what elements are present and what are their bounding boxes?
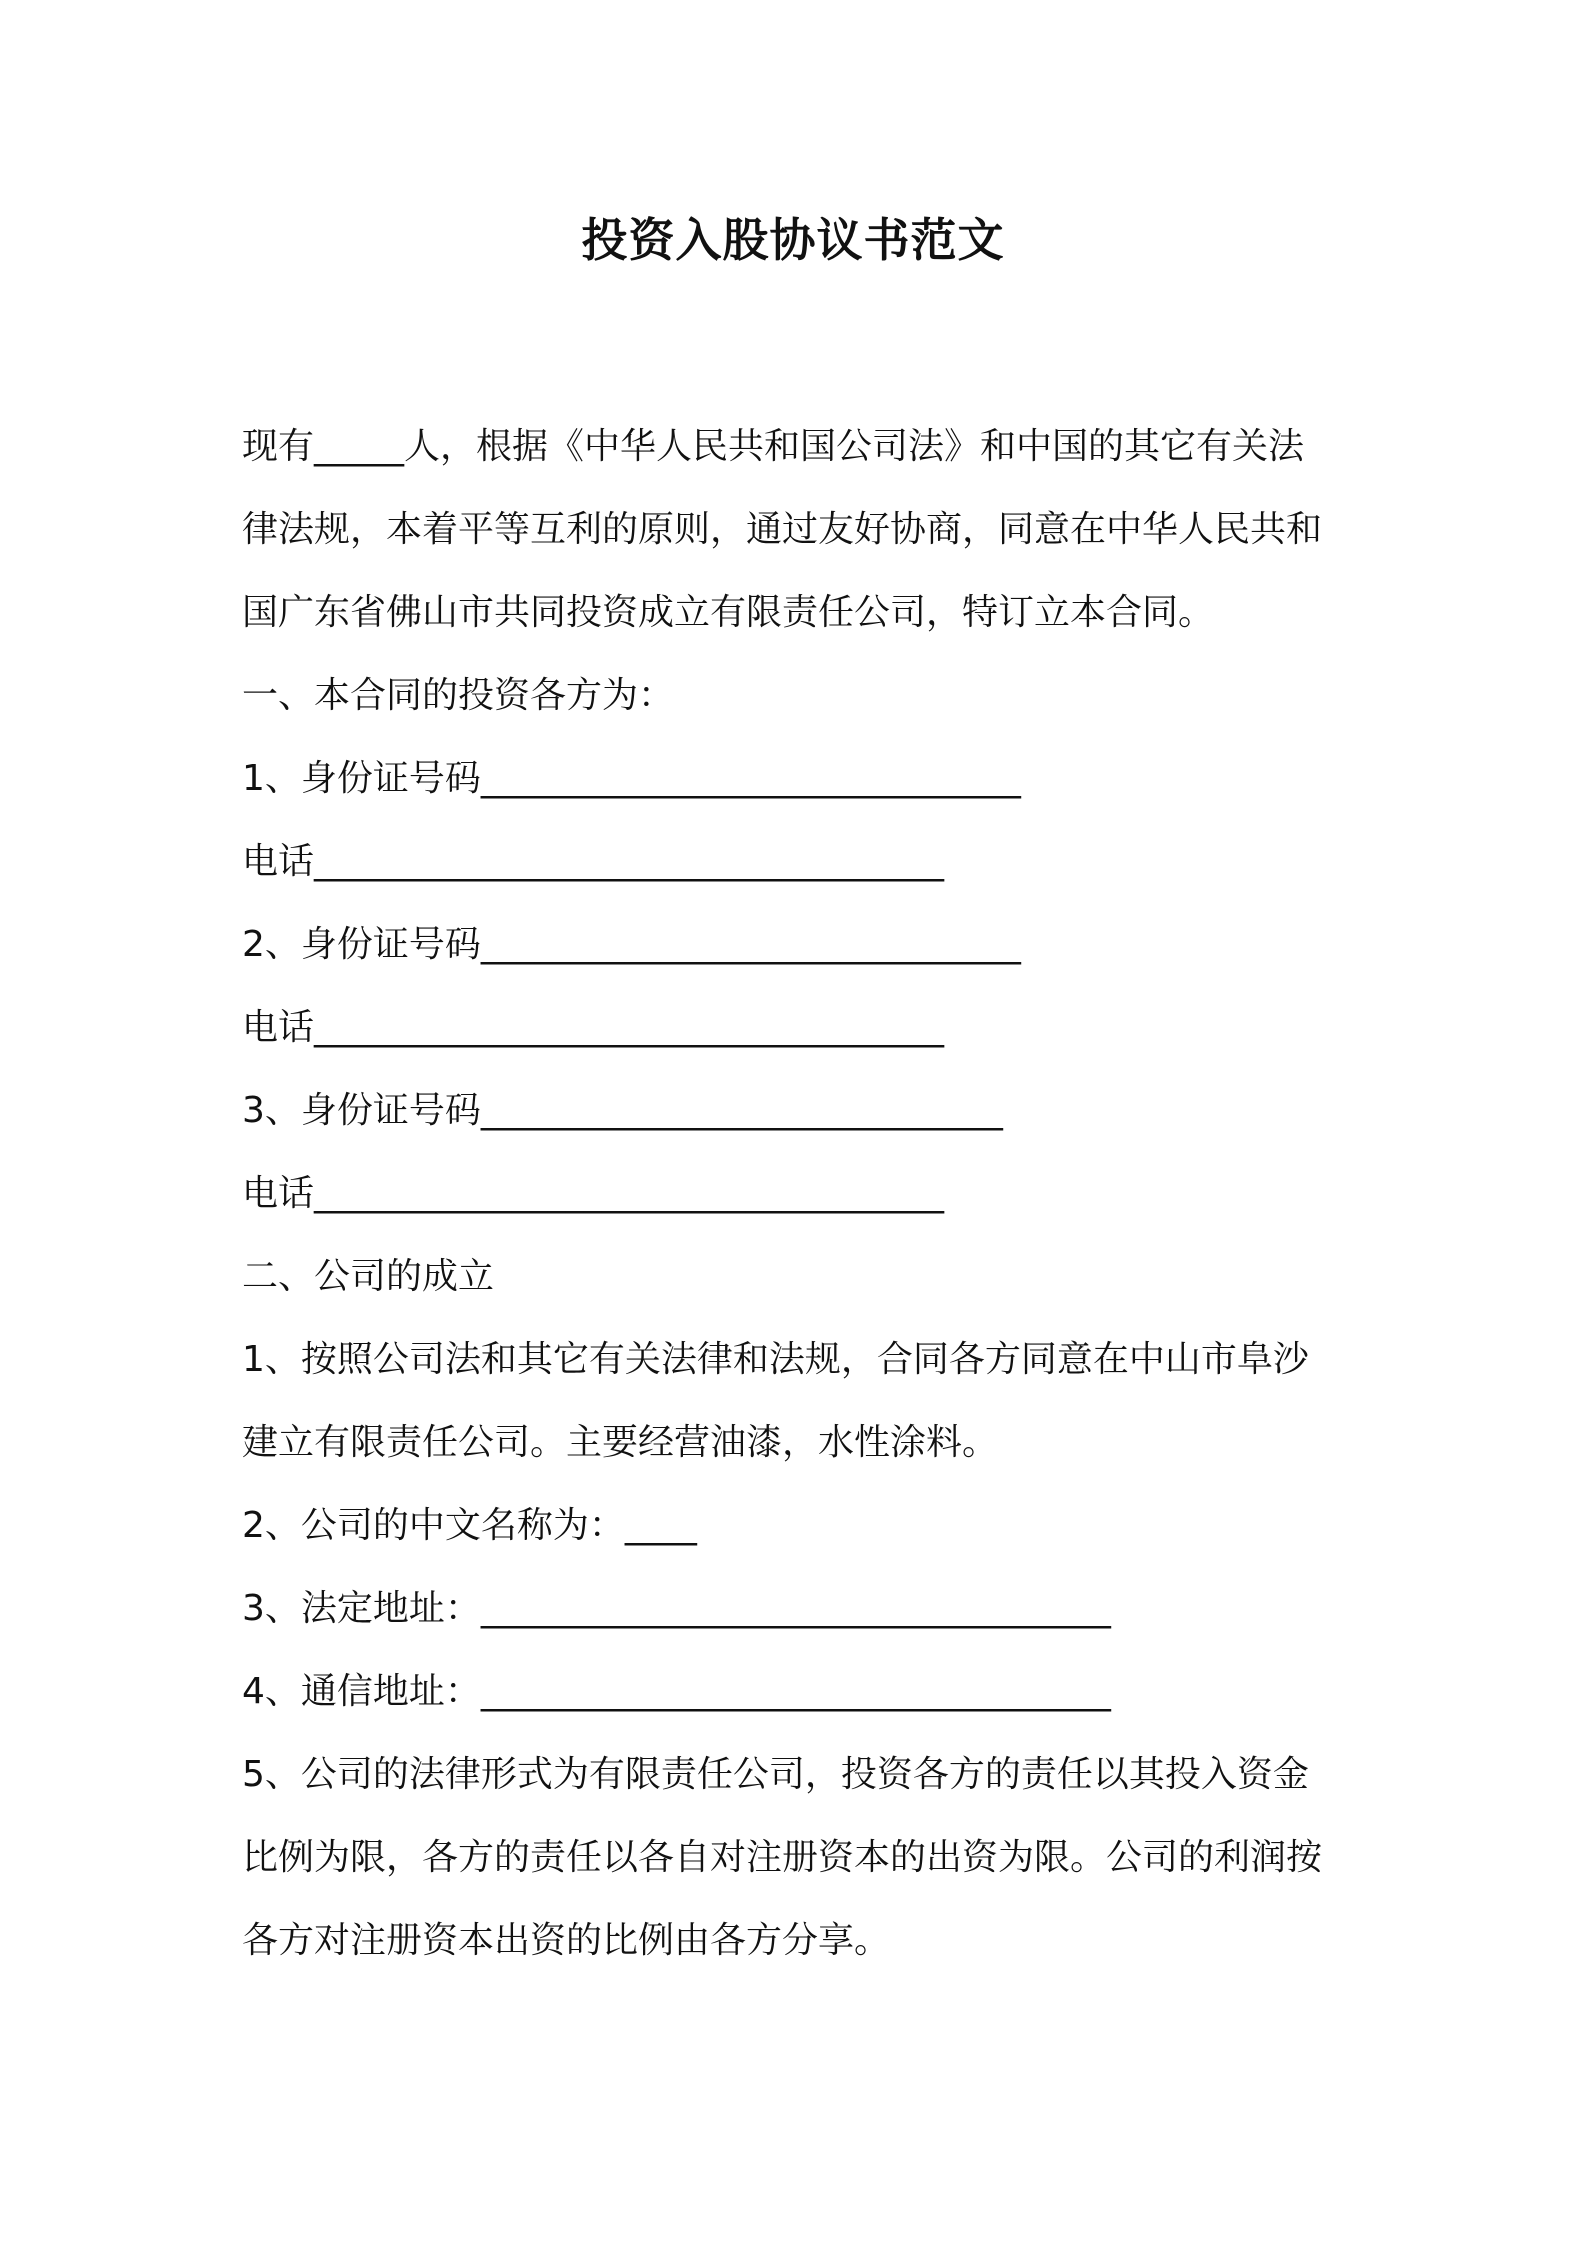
paragraph-line: 现有_____人，根据《中华人民共和国公司法》和中国的其它有关法	[242, 426, 1305, 467]
mailing-address-field: 4、通信地址：___________________________________	[242, 1671, 1111, 1712]
document-body	[242, 405, 1362, 1982]
company-name-field: 2、公司的中文名称为：____	[242, 1505, 697, 1546]
legal-address-field: 3、法定地址：___________________________________	[242, 1588, 1111, 1629]
section-heading: 二、公司的成立	[242, 1256, 495, 1297]
phone-field: 电话___________________________________	[242, 1007, 944, 1048]
paragraph-line: 国广东省佛山市共同投资成立有限责任公司，特订立本合同。	[242, 592, 1215, 633]
document-title: 投资入股协议书范文	[581, 213, 1005, 267]
paragraph-line: 各方对注册资本出资的比例由各方分享。	[242, 1920, 891, 1961]
id-number-field: 3、身份证号码_____________________________	[242, 1090, 1003, 1131]
paragraph-line: 建立有限责任公司。主要经营油漆，水性涂料。	[242, 1422, 999, 1463]
phone-field: 电话___________________________________	[242, 841, 944, 882]
paragraph-line: 比例为限，各方的责任以各自对注册资本的出资为限。公司的利润按	[242, 1837, 1323, 1878]
section-heading: 一、本合同的投资各方为：	[242, 675, 675, 716]
paragraph-line: 律法规，本着平等互利的原则，通过友好协商，同意在中华人民共和	[242, 509, 1323, 550]
id-number-field: 2、身份证号码______________________________	[242, 924, 1021, 965]
paragraph-line: 5、公司的法律形式为有限责任公司，投资各方的责任以其投入资金	[242, 1754, 1309, 1795]
phone-field: 电话___________________________________	[242, 1173, 944, 1214]
paragraph-line: 1、按照公司法和其它有关法律和法规，合同各方同意在中山市阜沙	[242, 1339, 1309, 1380]
id-number-field: 1、身份证号码______________________________	[242, 758, 1021, 799]
